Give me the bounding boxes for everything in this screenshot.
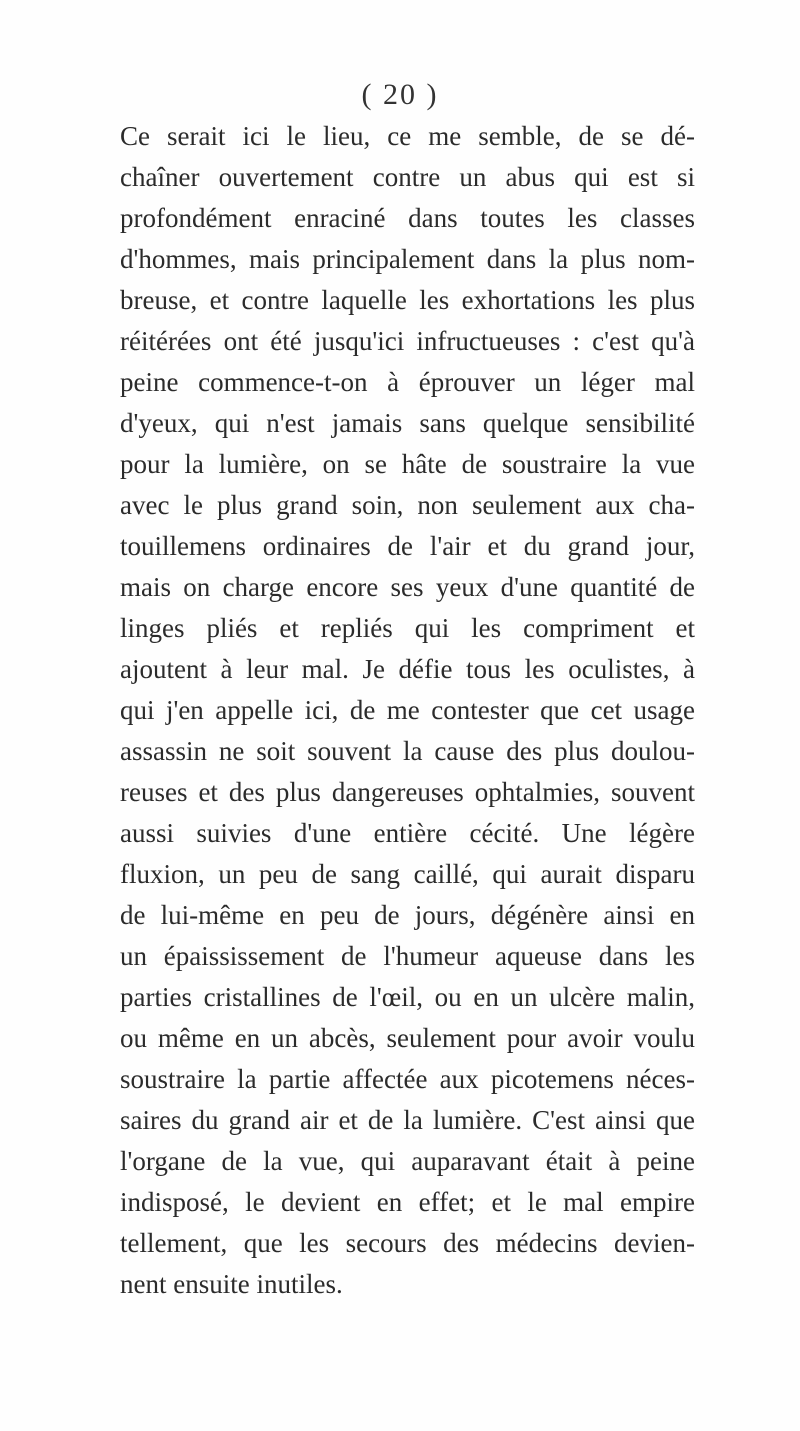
text-line: fluxion, un peu de sang caillé, qui aurait disparu bbox=[120, 859, 695, 889]
text-line: soustraire la partie affectée aux picotemens néces- bbox=[120, 1064, 695, 1094]
text-line: parties cristallines de l'œil, ou en un ulcère malin, bbox=[120, 982, 695, 1012]
text-line: saires du grand air et de la lumière. C'est ainsi que bbox=[120, 1105, 695, 1135]
text-line: aussi suivies d'une entière cécité. Une légère bbox=[120, 818, 695, 848]
text-line: profondément enraciné dans toutes les classes bbox=[120, 203, 695, 233]
text-line: linges pliés et repliés qui les compriment et bbox=[120, 613, 695, 643]
text-line: tellement, que les secours des médecins devien- bbox=[120, 1228, 695, 1258]
text-line: un épaississement de l'humeur aqueuse dans les bbox=[120, 941, 695, 971]
text-line: d'hommes, mais principalement dans la plus nom- bbox=[120, 244, 695, 274]
text-line: ou même en un abcès, seulement pour avoir voulu bbox=[120, 1023, 695, 1053]
text-line: reuses et des plus dangereuses ophtalmies, souvent bbox=[120, 777, 695, 807]
text-line: ajoutent à leur mal. Je défie tous les oculistes, à bbox=[120, 654, 695, 684]
text-line: Ce serait ici le lieu, ce me semble, de se dé- bbox=[120, 121, 695, 151]
text-line: de lui-même en peu de jours, dégénère ainsi en bbox=[120, 900, 695, 930]
text-line: pour la lumière, on se hâte de soustraire la vue bbox=[120, 449, 695, 479]
text-line: assassin ne soit souvent la cause des plus doulou- bbox=[120, 736, 695, 766]
text-line: nent ensuite inutiles. bbox=[120, 1269, 343, 1299]
page-number: ( 20 ) bbox=[361, 78, 439, 111]
body-text bbox=[120, 116, 695, 1305]
text-line: réitérées ont été jusqu'ici infructueuses : c'est qu'à bbox=[120, 326, 695, 356]
text-line: indisposé, le devient en effet; et le mal empire bbox=[120, 1187, 695, 1217]
text-line: touillemens ordinaires de l'air et du grand jour, bbox=[120, 531, 695, 561]
text-line: avec le plus grand soin, non seulement aux cha- bbox=[120, 490, 695, 520]
text-line: mais on charge encore ses yeux d'une quantité de bbox=[120, 572, 695, 602]
text-line: qui j'en appelle ici, de me contester que cet usage bbox=[120, 695, 695, 725]
text-line: chaîner ouvertement contre un abus qui est si bbox=[120, 162, 695, 192]
text-line: peine commence-t-on à éprouver un léger mal bbox=[120, 367, 695, 397]
text-line: breuse, et contre laquelle les exhortations les plus bbox=[120, 285, 695, 315]
text-line: d'yeux, qui n'est jamais sans quelque sensibilité bbox=[120, 408, 695, 438]
text-line: l'organe de la vue, qui auparavant était à peine bbox=[120, 1146, 695, 1176]
